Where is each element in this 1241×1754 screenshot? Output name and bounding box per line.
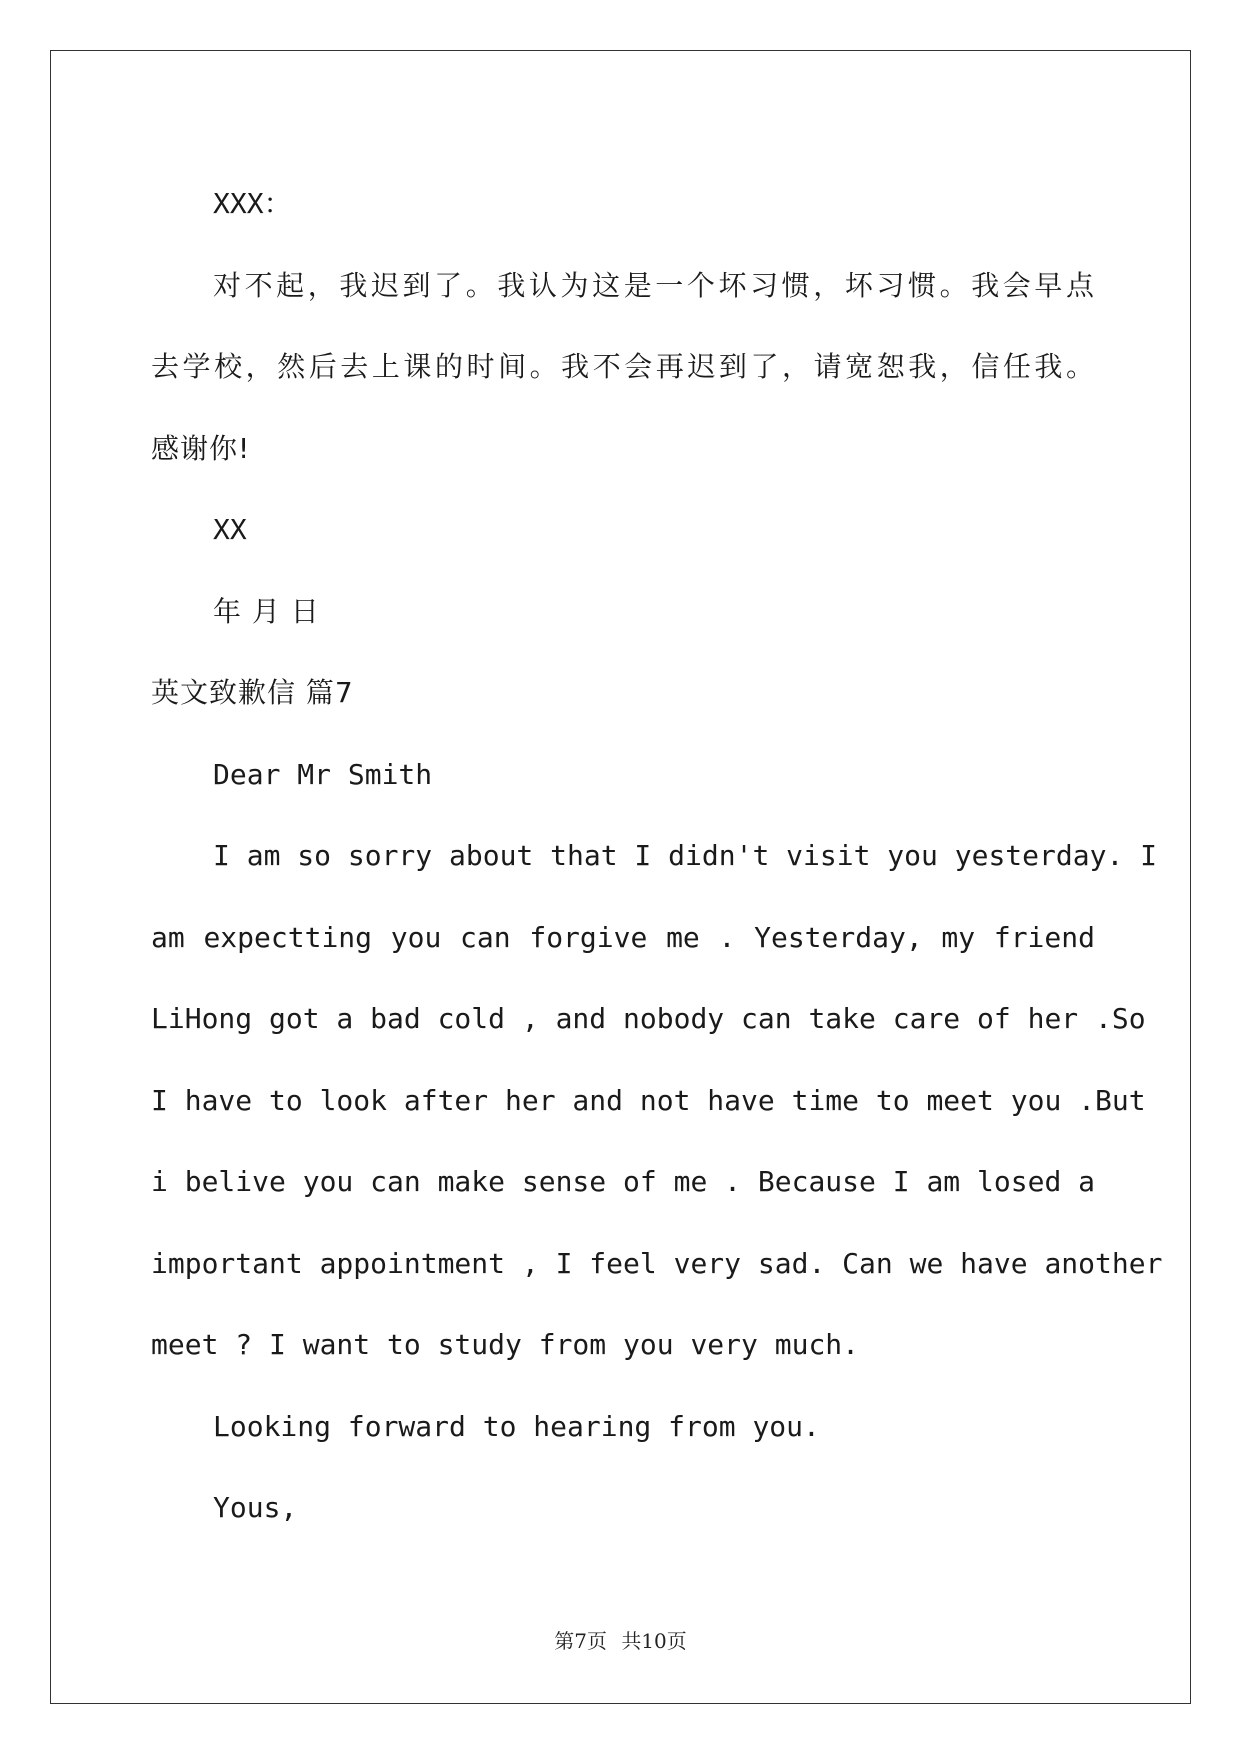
en-body-line-2: am expectting you can forgive me . Yesterday, my friend [151, 920, 1095, 954]
cn-body-line-3: 感谢你! [151, 431, 251, 465]
cn-signature: XX [213, 513, 247, 546]
document-body [151, 163, 1163, 1549]
page-number: 第7页 [554, 1629, 607, 1653]
page-footer [0, 1625, 1241, 1654]
en-valediction: Yous, [213, 1491, 298, 1524]
en-body-line-7: meet ? I want to study from you very much. [151, 1328, 860, 1361]
en-body-line-1: I am so sorry about that I didn't visit you yesterday. I [213, 839, 1158, 872]
cn-body-line-1: 对不起，我迟到了。我认为这是一个坏习惯，坏习惯。我会早点 [213, 268, 1095, 302]
en-body-line-5: i belive you can make sense of me . Because I am losed a [151, 1165, 1096, 1198]
en-body-line-3: LiHong got a bad cold , and nobody can take care of her .So [151, 1002, 1146, 1035]
cn-date: 年 月 日 [213, 594, 320, 628]
en-closing-line: Looking forward to hearing from you. [213, 1409, 820, 1443]
cn-body-line-2: 去学校，然后去上课的时间。我不会再迟到了，请宽恕我，信任我。 [151, 350, 1095, 383]
cn-salutation: XXX： [213, 187, 292, 220]
en-body-line-6: important appointment , I feel very sad. Can we have another [151, 1246, 1163, 1280]
page-total: 共10页 [621, 1629, 687, 1653]
en-body-line-4: I have to look after her and not have time to meet you .But [151, 1083, 1146, 1117]
en-salutation: Dear Mr Smith [213, 757, 433, 791]
section-title: 英文致歉信 篇7 [151, 676, 354, 709]
